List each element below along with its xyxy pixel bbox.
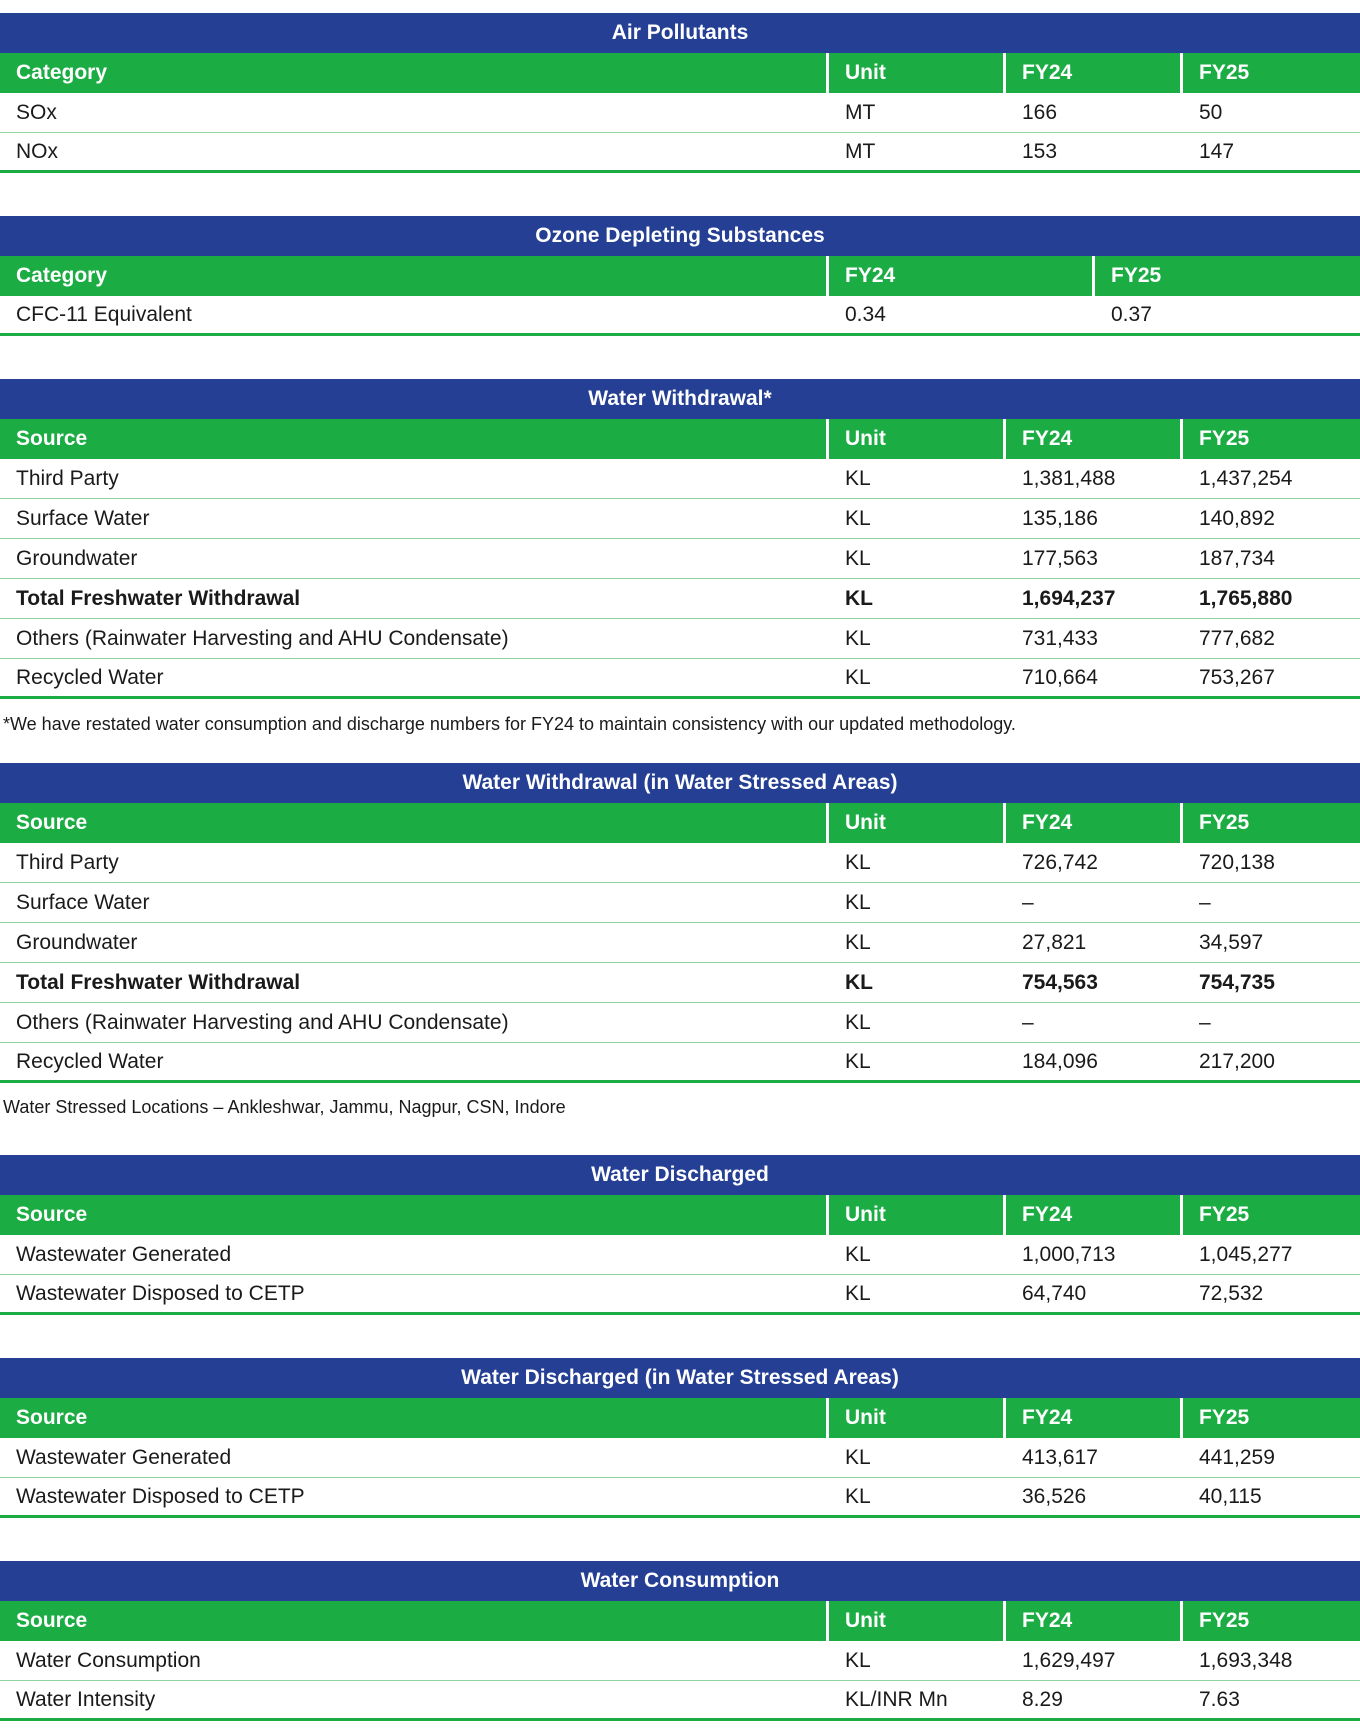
cell-fy24: 1,694,237 (1003, 579, 1180, 618)
cell-fy25: 1,045,277 (1180, 1235, 1360, 1274)
stressed-locations-note: Water Stressed Locations – Ankleshwar, Jammu, Nagpur, CSN, Indore (3, 1097, 566, 1117)
air-pollutants-table (0, 13, 1360, 173)
header-fy24: FY24 (1003, 1601, 1180, 1641)
header-unit: Unit (826, 53, 1003, 93)
header-row (0, 53, 1360, 93)
cell-fy25: 7.63 (1180, 1681, 1360, 1718)
table-row (0, 459, 1360, 499)
cell-unit: KL (826, 1003, 1003, 1042)
cell-unit: MT (826, 93, 1003, 132)
table-title: Water Discharged (0, 1155, 1360, 1195)
cell-fy25: 50 (1180, 93, 1360, 132)
cell-source: Wastewater Generated (16, 1242, 232, 1266)
table-row (0, 499, 1360, 539)
cell-fy25: 140,892 (1180, 499, 1360, 538)
header-fy24: FY24 (1003, 1195, 1180, 1235)
table-row (0, 296, 1360, 336)
cell-fy24: 177,563 (1003, 539, 1180, 578)
table-row (0, 1681, 1360, 1721)
cell-unit: KL (826, 1641, 1003, 1680)
table-title: Ozone Depleting Substances (0, 216, 1360, 256)
header-source: Source (16, 1609, 88, 1632)
header-fy24: FY24 (1003, 1398, 1180, 1438)
cell-category: SOx (16, 100, 57, 124)
cell-source: Third Party (16, 466, 119, 490)
cell-fy25: 1,765,880 (1180, 579, 1360, 618)
table-row (0, 843, 1360, 883)
cell-unit: KL (826, 1275, 1003, 1312)
header-unit: Unit (826, 1398, 1003, 1438)
cell-source: Total Freshwater Withdrawal (16, 970, 301, 994)
table-title: Air Pollutants (0, 13, 1360, 53)
restatement-footnote: *We have restated water consumption and discharge numbers for FY24 to maintain consistency with our updated methodology. (3, 714, 1016, 734)
header-fy25: FY25 (1180, 1601, 1360, 1641)
cell-unit: KL (826, 539, 1003, 578)
header-fy25: FY25 (1180, 419, 1360, 459)
cell-unit: KL (826, 579, 1003, 618)
header-row (0, 1195, 1360, 1235)
cell-unit: KL/INR Mn (826, 1681, 1003, 1718)
cell-source: Wastewater Disposed to CETP (16, 1281, 305, 1305)
cell-unit: KL (826, 883, 1003, 922)
water-consumption-table (0, 1561, 1360, 1721)
cell-fy25: 217,200 (1180, 1043, 1360, 1080)
header-category: Category (16, 61, 108, 84)
table-row (0, 1275, 1360, 1315)
water-discharged-stressed-table (0, 1358, 1360, 1518)
cell-unit: KL (826, 963, 1003, 1002)
cell-source: Water Intensity (16, 1687, 156, 1711)
header-category: Category (16, 264, 108, 287)
header-fy24: FY24 (826, 256, 1092, 296)
cell-fy25: 0.37 (1092, 296, 1360, 333)
header-source: Source (16, 1203, 88, 1226)
header-row (0, 1398, 1360, 1438)
table-row (0, 1043, 1360, 1083)
cell-fy24: 726,742 (1003, 843, 1180, 882)
total-row (0, 579, 1360, 619)
header-fy25: FY25 (1180, 1398, 1360, 1438)
cell-fy24: 153 (1003, 133, 1180, 170)
cell-unit: KL (826, 843, 1003, 882)
cell-fy24: 184,096 (1003, 1043, 1180, 1080)
cell-fy24: 135,186 (1003, 499, 1180, 538)
cell-fy24: 731,433 (1003, 619, 1180, 658)
table-row (0, 1235, 1360, 1275)
cell-source: Others (Rainwater Harvesting and AHU Condensate) (16, 626, 509, 650)
cell-fy25: 187,734 (1180, 539, 1360, 578)
header-row (0, 803, 1360, 843)
ozone-depleting-substances-table (0, 216, 1360, 336)
cell-source: Total Freshwater Withdrawal (16, 586, 301, 610)
cell-fy25: 34,597 (1180, 923, 1360, 962)
table-row (0, 1641, 1360, 1681)
cell-fy25: 720,138 (1180, 843, 1360, 882)
cell-fy25: 754,735 (1180, 963, 1360, 1002)
header-row (0, 419, 1360, 459)
cell-fy24: 1,000,713 (1003, 1235, 1180, 1274)
table-row (0, 659, 1360, 699)
header-fy25: FY25 (1180, 53, 1360, 93)
header-fy25: FY25 (1092, 256, 1360, 296)
cell-source: Recycled Water (16, 1049, 164, 1073)
cell-unit: MT (826, 133, 1003, 170)
cell-unit: KL (826, 619, 1003, 658)
table-title: Water Withdrawal (in Water Stressed Areas) (0, 763, 1360, 803)
table-row (0, 619, 1360, 659)
table-title: Water Consumption (0, 1561, 1360, 1601)
table-row (0, 539, 1360, 579)
cell-fy24: 8.29 (1003, 1681, 1180, 1718)
cell-source: Groundwater (16, 546, 138, 570)
cell-unit: KL (826, 1478, 1003, 1515)
cell-fy25: 1,693,348 (1180, 1641, 1360, 1680)
cell-fy25: – (1180, 883, 1360, 922)
cell-source: Third Party (16, 850, 119, 874)
cell-fy24: 710,664 (1003, 659, 1180, 696)
header-unit: Unit (826, 803, 1003, 843)
cell-unit: KL (826, 1438, 1003, 1477)
table-title: Water Withdrawal* (0, 379, 1360, 419)
header-row (0, 256, 1360, 296)
cell-category: NOx (16, 139, 58, 163)
cell-unit: KL (826, 1043, 1003, 1080)
cell-fy24: 166 (1003, 93, 1180, 132)
table-row (0, 923, 1360, 963)
cell-fy24: 1,629,497 (1003, 1641, 1180, 1680)
cell-fy25: 441,259 (1180, 1438, 1360, 1477)
cell-unit: KL (826, 923, 1003, 962)
cell-source: Wastewater Disposed to CETP (16, 1484, 305, 1508)
header-source: Source (16, 1406, 88, 1429)
cell-fy24: – (1003, 1003, 1180, 1042)
table-title: Water Discharged (in Water Stressed Areas) (0, 1358, 1360, 1398)
cell-unit: KL (826, 459, 1003, 498)
cell-fy25: 72,532 (1180, 1275, 1360, 1312)
cell-unit: KL (826, 1235, 1003, 1274)
cell-unit: KL (826, 659, 1003, 696)
header-row (0, 1601, 1360, 1641)
cell-fy24: 27,821 (1003, 923, 1180, 962)
cell-source: Recycled Water (16, 665, 164, 689)
cell-fy25: 1,437,254 (1180, 459, 1360, 498)
table-row (0, 133, 1360, 173)
header-unit: Unit (826, 419, 1003, 459)
table-row (0, 883, 1360, 923)
water-withdrawal-stressed-table (0, 763, 1360, 1083)
cell-fy25: 753,267 (1180, 659, 1360, 696)
cell-fy25: 147 (1180, 133, 1360, 170)
header-fy25: FY25 (1180, 803, 1360, 843)
cell-fy25: – (1180, 1003, 1360, 1042)
cell-category: CFC-11 Equivalent (16, 302, 192, 326)
table-row (0, 1478, 1360, 1518)
cell-fy24: – (1003, 883, 1180, 922)
cell-fy24: 754,563 (1003, 963, 1180, 1002)
cell-fy24: 64,740 (1003, 1275, 1180, 1312)
water-discharged-table (0, 1155, 1360, 1315)
cell-fy24: 1,381,488 (1003, 459, 1180, 498)
cell-source: Others (Rainwater Harvesting and AHU Condensate) (16, 1010, 509, 1034)
header-fy24: FY24 (1003, 803, 1180, 843)
header-unit: Unit (826, 1601, 1003, 1641)
cell-source: Groundwater (16, 930, 138, 954)
cell-fy24: 36,526 (1003, 1478, 1180, 1515)
header-fy24: FY24 (1003, 53, 1180, 93)
header-source: Source (16, 427, 88, 450)
cell-source: Water Consumption (16, 1648, 201, 1672)
table-row (0, 93, 1360, 133)
table-row (0, 1003, 1360, 1043)
cell-source: Surface Water (16, 890, 150, 914)
cell-fy24: 413,617 (1003, 1438, 1180, 1477)
cell-source: Wastewater Generated (16, 1445, 232, 1469)
header-fy25: FY25 (1180, 1195, 1360, 1235)
header-unit: Unit (826, 1195, 1003, 1235)
cell-fy25: 40,115 (1180, 1478, 1360, 1515)
water-withdrawal-table (0, 379, 1360, 699)
cell-fy25: 777,682 (1180, 619, 1360, 658)
header-fy24: FY24 (1003, 419, 1180, 459)
cell-unit: KL (826, 499, 1003, 538)
cell-fy24: 0.34 (826, 296, 1092, 333)
cell-source: Surface Water (16, 506, 150, 530)
table-row (0, 1438, 1360, 1478)
total-row (0, 963, 1360, 1003)
header-source: Source (16, 811, 88, 834)
